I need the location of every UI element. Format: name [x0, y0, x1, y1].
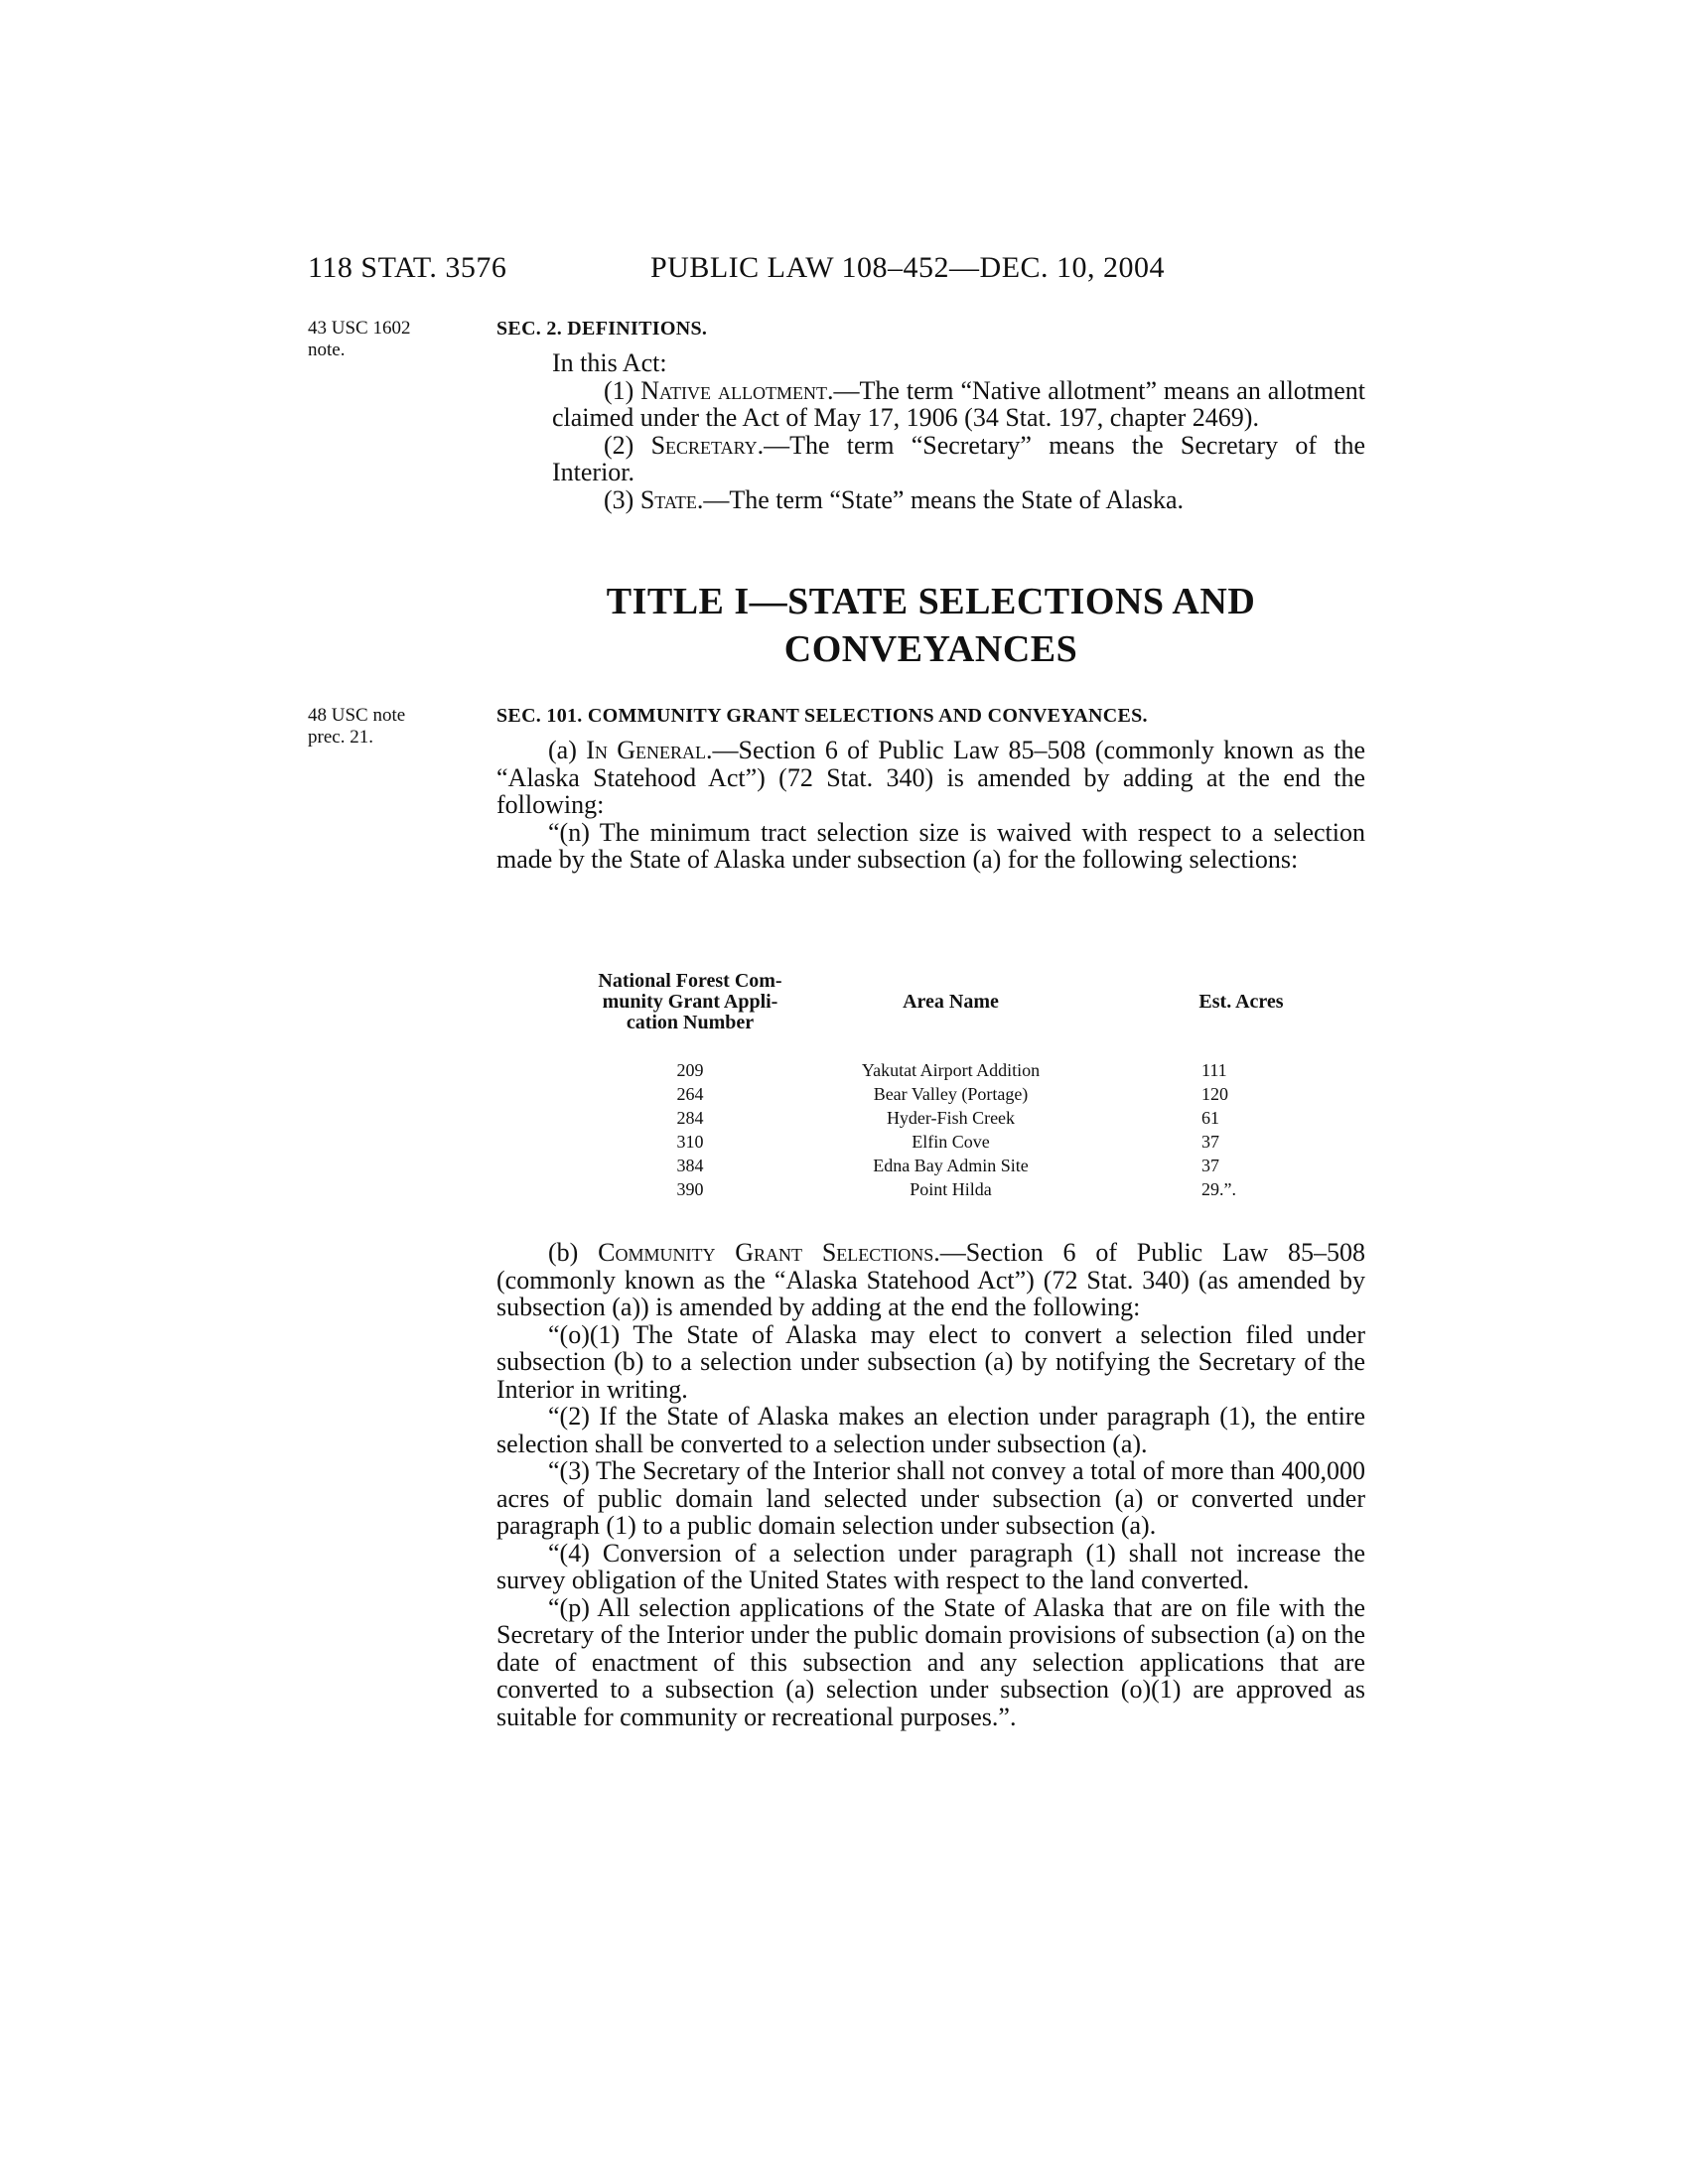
cell-number: 284 — [676, 1108, 704, 1128]
cell-acres: 29.”. — [1201, 1179, 1236, 1199]
definition-label: (3) State. — [604, 484, 704, 514]
definition-text: —The term “Native allotment” means an allotment claimed under the Act of May 17, 1906 (34 Stat. 197, chapter 2469). — [552, 375, 1365, 432]
margin-note-line: 43 USC 1602 — [308, 318, 411, 339]
page-reference: 118 STAT. 3576 — [308, 251, 507, 284]
table-row — [576, 1156, 1350, 1179]
definition-label: (2) Secretary. — [604, 430, 765, 460]
definitions-intro: In this Act: — [552, 348, 667, 377]
subsection-p: “(p) All selection applications of the State of Alaska that are on file with the Secretary of the Interior under the public domain provisions of subsection (a) on the date of enactment of this subsection and any selection applications that are converted to a subsection (a) selection under subsection (o)(1) are approved as suitable for community or recreational purposes.”. — [496, 1592, 1365, 1731]
subsection-a-block — [496, 737, 1365, 874]
table-row — [576, 1084, 1350, 1108]
cell-number: 384 — [676, 1156, 704, 1175]
law-header: PUBLIC LAW 108–452—DEC. 10, 2004 — [650, 251, 1166, 284]
subsection-o-2: “(2) If the State of Alaska makes an election under paragraph (1), the entire selection shall be converted to a selection under subsection (a). — [496, 1402, 1365, 1458]
cell-number: 390 — [676, 1179, 704, 1199]
subsection-n: “(n) The minimum tract selection size is waived with respect to a selection made by the State of Alaska under subsection (a) for the following selections: — [496, 817, 1365, 874]
column-header-application-number — [576, 971, 804, 1033]
subsection-o-4: “(4) Conversion of a selection under paragraph (1) shall not increase the survey obligation of the United States with respect to the land converted. — [496, 1538, 1365, 1594]
cell-acres: 37 — [1201, 1132, 1219, 1152]
title-heading — [496, 578, 1365, 673]
subsection-o-1: “(o)(1) The State of Alaska may elect to convert a selection filed under subsection (b) to a selection under subsection (a) by notifying the Secretary of the Interior in writing. — [496, 1319, 1365, 1404]
table-row — [576, 1108, 1350, 1132]
definition-text: —The term “Secretary” means the Secretary of the Interior. — [552, 430, 1366, 486]
margin-note-sec2 — [308, 318, 437, 361]
cell-acres: 111 — [1201, 1060, 1227, 1080]
table-row — [576, 1179, 1350, 1203]
cell-area: Elfin Cove — [912, 1132, 990, 1152]
table-row — [576, 1132, 1350, 1156]
column-header-area-name: Area Name — [903, 991, 999, 1013]
subsection-a — [496, 737, 1365, 819]
margin-note-sec101 — [308, 705, 437, 749]
cell-acres: 61 — [1201, 1108, 1219, 1128]
cell-number: 209 — [676, 1060, 704, 1080]
cell-area: Bear Valley (Portage) — [873, 1084, 1029, 1104]
cell-area: Yakutat Airport Addition — [861, 1060, 1041, 1080]
section-2-heading: SEC. 2. DEFINITIONS. — [496, 318, 708, 340]
margin-note-line: prec. 21. — [308, 727, 373, 748]
column-header-est-acres: Est. Acres — [1198, 991, 1284, 1013]
section-101-heading: SEC. 101. COMMUNITY GRANT SELECTIONS AND CONVEYANCES. — [496, 705, 1148, 727]
cell-acres: 120 — [1201, 1084, 1228, 1104]
subsection-text: —Section 6 of Public Law 85–508 (commonly known as the “Alaska Statehood Act”) (72 Stat. 340) is amended by adding at the end the following: — [496, 736, 1366, 819]
title-line: CONVEYANCES — [783, 628, 1078, 670]
subsection-text: —Section 6 of Public Law 85–508 (commonly known as the “Alaska Statehood Act”) (72 Stat. 340) (as amended by subsection (a)) is amended by adding at the end the following: — [496, 1238, 1366, 1321]
margin-note-line: note. — [308, 340, 346, 360]
definition-text: —The term “State” means the State of Alaska. — [703, 484, 1185, 514]
header-line: munity Grant Appli- — [602, 991, 778, 1013]
subsection-prefix: (a) — [548, 736, 577, 764]
definition-secretary — [552, 432, 1365, 486]
cell-area: Hyder-Fish Creek — [886, 1108, 1016, 1128]
subsection-o-3: “(3) The Secretary of the Interior shall not convey a total of more than 400,000 acres of public domain land selected under subsection (a) or converted under paragraph (1) to a public domain selection under subsection (a). — [496, 1456, 1365, 1540]
header-line: National Forest Com- — [598, 970, 782, 992]
header-line: cation Number — [626, 1012, 755, 1033]
subsection-b — [496, 1239, 1365, 1321]
definition-state — [552, 486, 1365, 514]
cell-area: Point Hilda — [910, 1179, 992, 1199]
definitions-block — [552, 349, 1365, 513]
cell-acres: 37 — [1201, 1156, 1219, 1175]
subsection-prefix: (b) — [548, 1238, 579, 1267]
definition-native-allotment — [552, 377, 1365, 432]
title-line: TITLE I—STATE SELECTIONS AND — [606, 581, 1256, 622]
margin-note-line: 48 USC note — [308, 705, 406, 726]
cell-number: 264 — [676, 1084, 704, 1104]
cell-area: Edna Bay Admin Site — [873, 1156, 1029, 1175]
subsection-b-block — [496, 1239, 1365, 1730]
definition-label: (1) Native allotment. — [604, 375, 834, 405]
subsection-label: Community Grant Selections. — [598, 1238, 940, 1267]
cell-number: 310 — [676, 1132, 704, 1152]
subsection-label: In General. — [586, 736, 713, 764]
table-row — [576, 1060, 1350, 1084]
